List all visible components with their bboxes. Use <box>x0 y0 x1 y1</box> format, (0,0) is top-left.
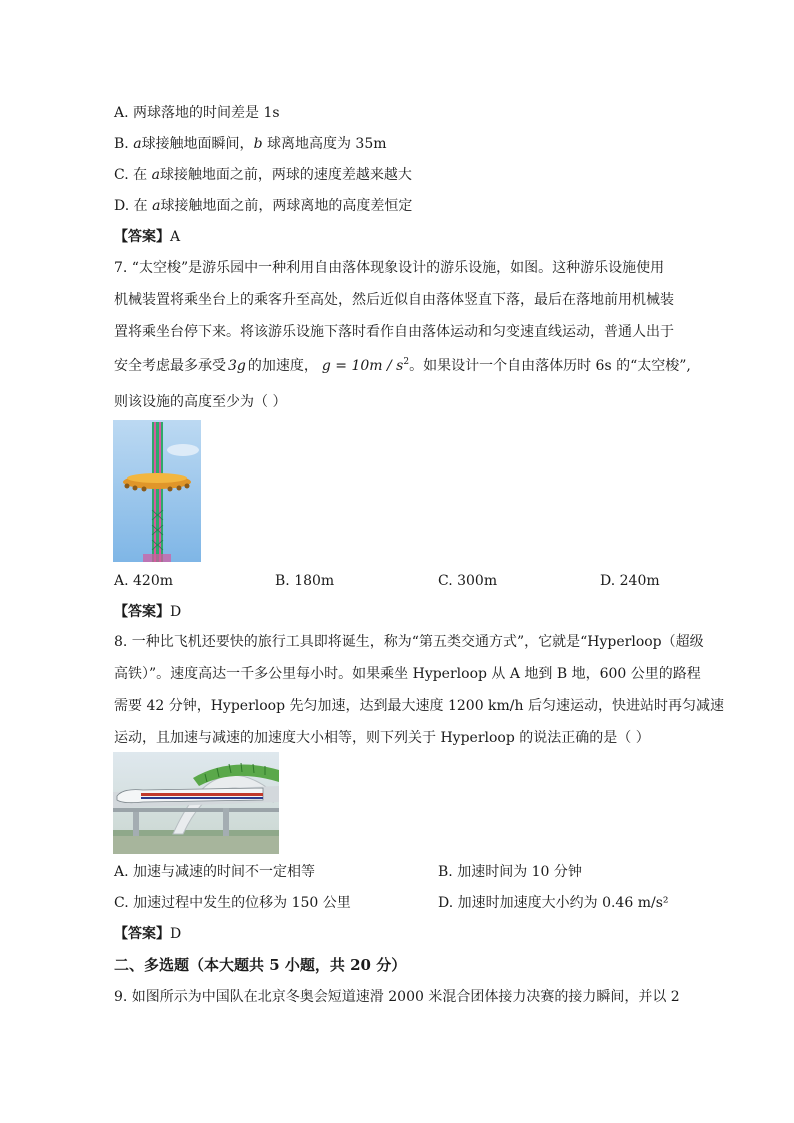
q6-option-c: C. 在 a球接触地面之前，两球的速度差越来越大 <box>114 167 412 183</box>
q6-answer: 【答案】A <box>114 229 181 245</box>
q7-stem-line-2: 机械装置将乘坐台上的乘客升至高处，然后近似自由落体竖直下落，最后在落地前用机械装 <box>114 292 674 308</box>
q8-option-b: B. 加速时间为 10 分钟 <box>438 864 582 880</box>
q8-stem-line-3: 需要 42 分钟，Hyperloop 先匀加速，达到最大速度 1200 km/h 后匀速运动，快进站时再匀减速 <box>114 698 724 714</box>
q7-answer: 【答案】D <box>114 604 182 620</box>
drop-tower-image <box>113 420 201 562</box>
q7-option-b: B. 180m <box>275 573 335 589</box>
q7-stem-line-5: 则该设施的高度至少为（ ） <box>114 394 287 410</box>
q8-option-a: A. 加速与减速的时间不一定相等 <box>114 864 316 880</box>
q6-option-a: A. 两球落地的时间差是 1s <box>114 105 280 121</box>
q6-option-b: B. a球接触地面瞬间，b 球离地高度为 35m <box>114 136 387 152</box>
q7-option-c: C. 300m <box>438 573 498 589</box>
q8-options-row-2 <box>114 893 674 913</box>
q8-options-row-1 <box>114 862 674 882</box>
q7-stem-line-4: 安全考虑最多承受 3g 的加速度， $g = 10m / s^2$。如果设计一个自由落体历时 6s 的“太空梭”, <box>114 357 691 374</box>
hyperloop-image <box>113 752 279 854</box>
q7-options <box>114 571 674 591</box>
q7-stem-line-1: 7. “太空梭”是游乐园中一种利用自由落体现象设计的游乐设施，如图。这种游乐设施使用 <box>114 260 665 276</box>
q8-stem-line-1: 8. 一种比飞机还要快的旅行工具即将诞生，称为“第五类交通方式”，它就是“Hyperloop（超级 <box>114 634 704 650</box>
section-heading-multiple-choice: 二、多选题（本大题共 5 小题，共 20 分） <box>114 956 407 974</box>
q7-option-d: D. 240m <box>600 573 660 589</box>
q8-stem-line-4: 运动，且加速与减速的加速度大小相等，则下列关于 Hyperloop 的说法正确的是（ ） <box>114 730 650 746</box>
q8-stem-line-2: 高铁）”。速度高达一千多公里每小时。如果乘坐 Hyperloop 从 A 地到 B 地，600 公里的路程 <box>114 666 701 682</box>
q7-stem-line-3: 置将乘坐台停下来。将该游乐设施下落时看作自由落体运动和匀变速直线运动，普通人出于 <box>114 324 674 340</box>
q7-option-a: A. 420m <box>114 573 174 589</box>
q8-option-d: D. 加速时加速度大小约为 0.46 m/s² <box>438 895 669 911</box>
q9-stem-line-1: 9. 如图所示为中国队在北京冬奥会短道速滑 2000 米混合团体接力决赛的接力瞬间，并以 2 <box>114 989 680 1005</box>
q6-option-d: D. 在 a球接触地面之前，两球离地的高度差恒定 <box>114 198 413 214</box>
q8-answer: 【答案】D <box>114 926 182 942</box>
q8-option-c: C. 加速过程中发生的位移为 150 公里 <box>114 895 351 911</box>
